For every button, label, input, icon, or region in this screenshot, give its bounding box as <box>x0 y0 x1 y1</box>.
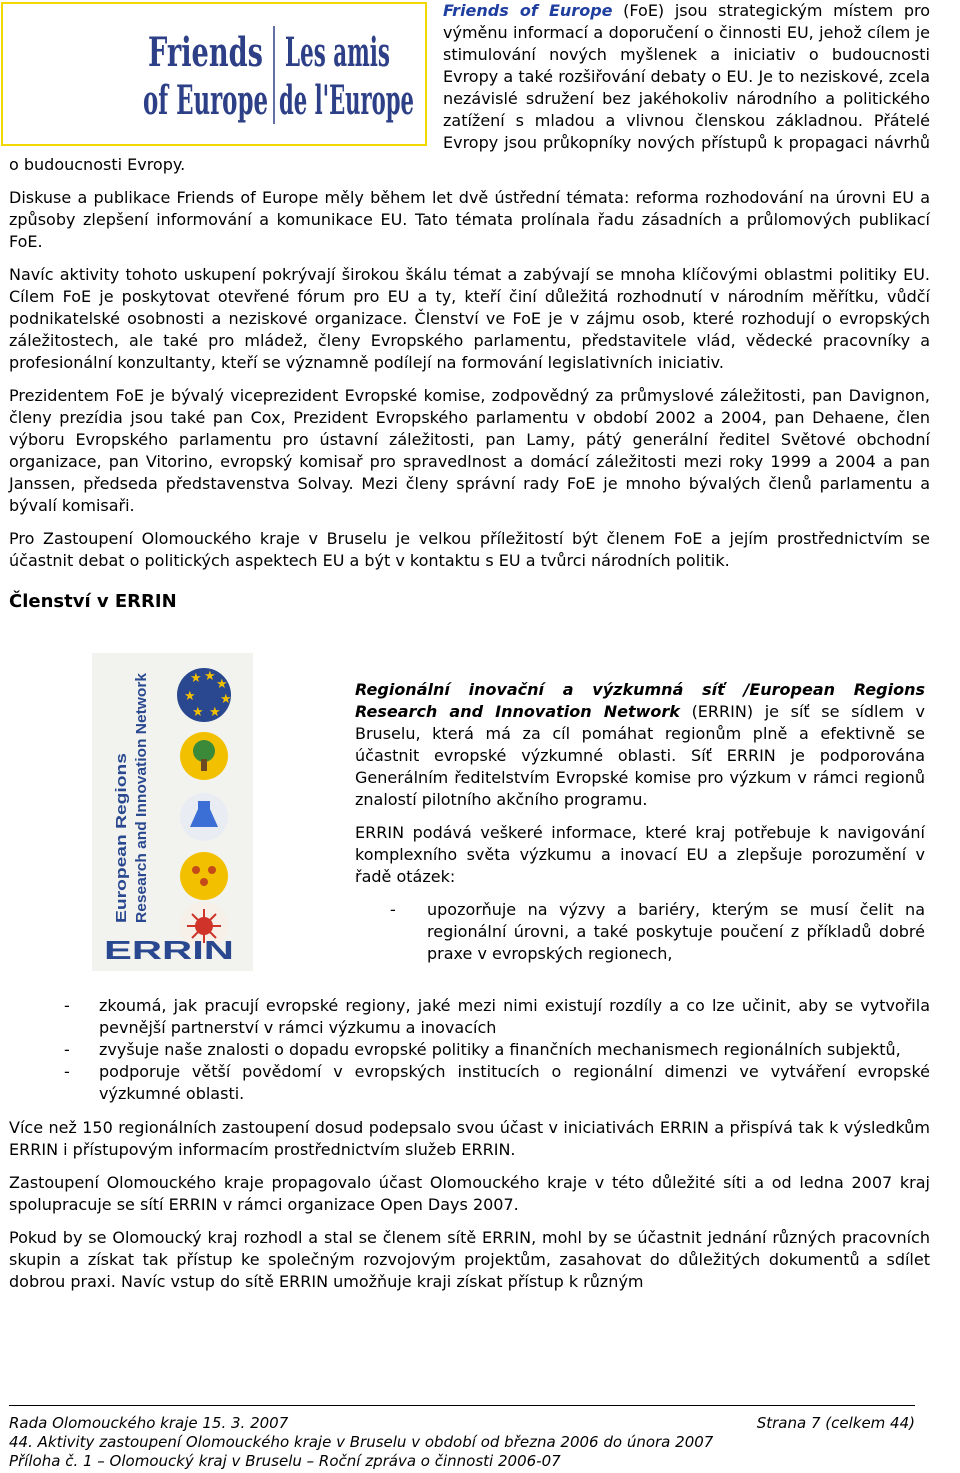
errin-bullet-list-continued <box>9 995 930 1105</box>
svg-text:★: ★ <box>220 692 232 707</box>
errin-figures-icon <box>180 852 228 900</box>
errin-intro-text: (ERRIN) je síť se sídlem v Bruselu, která má za cíl pomáhat regionům plně a efektivně se účastnit evropské výzkumné oblasti. Síť ERRIN je podporována Generálním ředitelstvím Evropské komise pro výzkum v rámci regionů znalostí pilotního akčního programu. <box>355 702 925 809</box>
logo-text-fr-1: Les amis <box>285 29 390 76</box>
footer-left: Rada Olomouckého kraje 15. 3. 2007 <box>9 1414 289 1432</box>
section-heading: Členství v ERRIN <box>9 591 177 612</box>
foe-title: Friends of Europe <box>443 1 613 20</box>
svg-text:★: ★ <box>192 705 204 720</box>
errin-description <box>355 679 925 965</box>
paragraph: Pro Zastoupení Olomouckého kraje v Bruselu je velkou příležitostí být členem FoE a jejím prostřednictvím se účastnit debat o politických aspektech EU a být v kontaktu s EU a tvůrci národních politik. <box>9 529 930 570</box>
document-page <box>9 0 930 1304</box>
dash-marker: - <box>64 1040 70 1059</box>
errin-vertical-text-1: European Regions <box>113 790 130 923</box>
errin-logo <box>92 653 253 971</box>
svg-text:★: ★ <box>184 689 196 704</box>
foe-intro-text: (FoE) jsou strategickým místem pro výměnu informací a doporučení o činnosti EU, jehož cílem je stimulování nových myšlenek a iniciativ o budoucnosti Evropy a také rozšiřování debaty o EU. Je to neziskové, zcela nezávislé sdružení bez jakéhokoliv národního a politického zatížení s mladou a vlivnou členskou základnou. Přátelé Evropy jsou průkopníky nových přístupů k propagaci návrhů o budoucnosti Evropy. <box>9 1 930 174</box>
errin-section <box>9 643 930 983</box>
list-item <box>9 995 930 1039</box>
list-item-text: upozorňuje na výzvy a bariéry, kterým se musí čelit na regionální úrovni, a také poskytuje poučení z příkladů dobré praxe v evropských regionech, <box>427 900 925 963</box>
list-item-text: podporuje větší povědomí v evropských institucích o regionální dimenzi ve vytváření evropské výzkumné oblasti. <box>99 1062 930 1103</box>
list-item <box>9 1039 930 1061</box>
logo-text-en-1: Friends <box>148 29 263 76</box>
footer-page-number: Strana 7 (celkem 44) <box>756 1414 915 1432</box>
errin-wordmark: ERRIN <box>104 935 234 965</box>
friends-of-europe-logo <box>1 2 427 146</box>
footer-line-2: 44. Aktivity zastoupení Olomouckého kraje v Bruselu v období od března 2006 do února 2007 <box>9 1433 714 1451</box>
paragraph: Více než 150 regionálních zastoupení dosud podepsalo svou účast v iniciativách ERRIN a přispívá tak k výsledkům ERRIN i přístupovým informacím prostřednictvím služeb ERRIN. <box>9 1118 930 1159</box>
errin-bullet-list <box>355 899 925 965</box>
dash-marker: - <box>390 900 396 919</box>
paragraph: Prezidentem FoE je bývalý viceprezident Evropské komise, zodpovědný za průmyslové záležitosti, pan Davignon, členy prezídia jsou také pan Cox, Prezident Evropského parlamentu v období 2002 a 2004, pan Dehaene, člen výboru Evropského parlamentu pro ústavní záležitosti, pan Lamy, pátý generální ředitel Světové obchodní organizace, pan Vitorino, evropský komisař pro spravedlnost a domácí záležitosti mezi roky 1999 a 2004 a pan Janssen, předseda představenstva Solvay. Mezi členy správní rady FoE je mnoho bývalých členů parlamentu a bývalí komisaři. <box>9 386 930 515</box>
errin-logo-graphic <box>92 653 253 971</box>
dash-marker: - <box>64 996 70 1015</box>
logo-text-fr-2: de l'Europe <box>279 77 414 124</box>
errin-title: Regionální inovační a výzkumná síť /European Regions Research and Innovation Network <box>355 680 925 721</box>
svg-text:★: ★ <box>190 671 202 686</box>
paragraph: Pokud by se Olomoucký kraj rozhodl a stal se členem sítě ERRIN, mohl by se účastnit jednání různých pracovních skupin a získat tak přístup ke společným rozvojovým projektům, zasahovat do důležitých dokumentů a sdílet dobrou praxi. Navíc vstup do sítě ERRIN umožňuje kraji získat přístup k různým <box>9 1228 930 1291</box>
footer-row <box>9 1414 915 1433</box>
friends-of-europe-logo-graphic <box>3 4 425 144</box>
errin-paragraph: ERRIN podává veškeré informace, které kraj potřebuje k navigování komplexního světa výzkumu a inovací EU a zlepšuje porozumění v řadě otázek: <box>355 823 925 886</box>
svg-text:★: ★ <box>216 677 228 692</box>
paragraph: Diskuse a publikace Friends of Europe měly během let dvě ústřední témata: reforma rozhodování na úrovni EU a způsoby zlepšení informování a komunikace EU. Tato témata prolínala řadu zásadních a průlomových publikací FoE. <box>9 188 930 251</box>
paragraph: Zastoupení Olomouckého kraje propagovalo účast Olomouckého kraje v této důležité síti a od ledna 2007 kraj spolupracuje se sítí ERRIN v rámci organizace Open Days 2007. <box>9 1173 930 1214</box>
errin-tree-icon <box>180 732 228 780</box>
paragraph: Navíc aktivity tohoto uskupení pokrývají širokou škálu témat a zabývají se mnoha klíčovými oblastmi politiky EU. Cílem FoE je poskytovat otevřené fórum pro EU a ty, kteří činí důležitá rozhodnutí v národním měřítku, vůdčí podnikatelské osobnosti a neziskové organizace. Členství ve FoE je v zájmu osob, které rozhodují o evropských záležitostech, ale také pro mládež, členy Evropského parlamentu, představitele vlád, vědecké pracovníky a profesionální konzultanty, kteří se významně podílejí na formování legislativních iniciativ. <box>9 265 930 372</box>
dash-marker: - <box>64 1062 70 1081</box>
svg-text:★: ★ <box>209 705 221 720</box>
list-item <box>9 1061 930 1105</box>
errin-vertical-text-2: Research and Innovation Network <box>133 681 150 923</box>
page-footer <box>9 1405 915 1471</box>
errin-intro-paragraph <box>355 679 925 811</box>
list-item-text: zvyšuje naše znalosti o dopadu evropské politiky a finančních mechanismech regionálních subjektů, <box>99 1040 901 1059</box>
list-item <box>355 899 925 965</box>
logo-text-en-2: of Europe <box>143 77 268 124</box>
svg-text:★: ★ <box>204 669 216 684</box>
footer-line-3: Příloha č. 1 – Olomoucký kraj v Bruselu – Roční zpráva o činnosti 2006-07 <box>9 1452 561 1470</box>
errin-flask-icon <box>180 793 228 841</box>
list-item-text: zkoumá, jak pracují evropské regiony, jaké mezi nimi existují rozdíly a co lze učinit, aby se vytvořila pevnější partnerství v rámci výzkumu a inovacích <box>99 996 930 1037</box>
